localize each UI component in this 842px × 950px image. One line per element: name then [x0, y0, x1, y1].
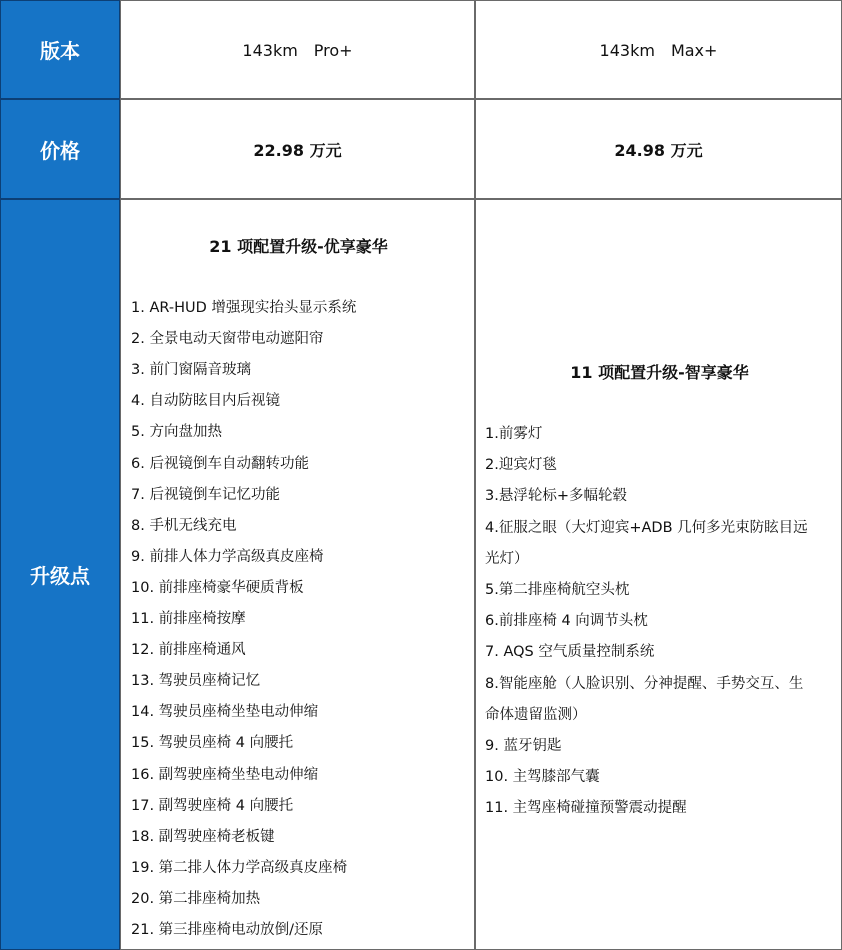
upgrades-header-label: 升级点 — [30, 564, 90, 588]
list-item: 10. 主驾膝部气囊 — [485, 769, 600, 786]
list-item: 9. 蓝牙钥匙 — [485, 738, 562, 754]
list-item: 11. 前排座椅按摩 — [131, 611, 246, 627]
list-item: 15. 驾驶员座椅 4 向腰托 — [131, 735, 294, 752]
list-item: 4. 自动防眩目内后视镜 — [131, 393, 280, 410]
list-item: 2.迎宾灯毯 — [485, 457, 557, 474]
upgrades-pro-cell — [120, 199, 475, 950]
list-item: 5. 方向盘加热 — [131, 424, 222, 441]
list-item: 17. 副驾驶座椅 4 向腰托 — [131, 797, 294, 814]
upgrades-max-title: 11 项配置升级-智享豪华 — [570, 363, 749, 382]
upgrades-max-cell — [475, 199, 842, 950]
list-item: 10. 前排座椅豪华硬质背板 — [131, 579, 304, 596]
list-item: 5.第二排座椅航空头枕 — [485, 582, 630, 598]
list-item: 8.智能座舱（人脸识别、分神提醒、手势交互、生 — [485, 675, 804, 692]
list-item: 8. 手机无线充电 — [131, 517, 237, 534]
list-item: 18. 副驾驶座椅老板键 — [131, 828, 275, 845]
list-item: 21. 第三排座椅电动放倒/还原 — [131, 922, 324, 938]
list-item: 7. 后视镜倒车记忆功能 — [131, 486, 280, 503]
price-header — [0, 99, 120, 199]
list-item: 光灯） — [485, 550, 529, 567]
version-header-label: 版本 — [40, 39, 80, 63]
price-max-cell — [475, 99, 842, 199]
list-item: 3. 前门窗隔音玻璃 — [131, 362, 251, 379]
version-pro-cell — [120, 0, 475, 99]
version-max-text: 143km Max+ — [599, 41, 718, 60]
list-item: 1. AR-HUD 增强现实抬头显示系统 — [131, 300, 357, 316]
upgrades-pro-title: 21 项配置升级-优享豪华 — [209, 237, 388, 256]
upgrades-header — [0, 199, 120, 950]
version-max-cell — [475, 0, 842, 99]
version-pro-text: 143km Pro+ — [242, 41, 353, 60]
list-item: 16. 副驾驶座椅坐垫电动伸缩 — [131, 766, 319, 783]
list-item: 4.征服之眼（大灯迎宾+ADB 几何多光束防眩目远 — [485, 519, 808, 536]
list-item: 3.悬浮轮标+多幅轮毂 — [485, 488, 627, 505]
version-header — [0, 0, 120, 99]
list-item: 6.前排座椅 4 向调节头枕 — [485, 613, 648, 630]
list-item: 命体遗留监测） — [485, 706, 587, 723]
list-item: 1.前雾灯 — [485, 426, 543, 442]
price-max-text: 24.98 万元 — [614, 140, 703, 160]
list-item: 11. 主驾座椅碰撞预警震动提醒 — [485, 800, 687, 817]
price-pro-cell — [120, 99, 475, 199]
list-item: 7. AQS 空气质量控制系统 — [485, 644, 655, 661]
list-item: 19. 第二排人体力学高级真皮座椅 — [131, 859, 348, 876]
list-item: 2. 全景电动天窗带电动遮阳帘 — [131, 331, 324, 348]
list-item: 6. 后视镜倒车自动翻转功能 — [131, 455, 309, 472]
list-item: 12. 前排座椅通风 — [131, 642, 246, 659]
list-item: 20. 第二排座椅加热 — [131, 890, 261, 907]
list-item: 13. 驾驶员座椅记忆 — [131, 673, 261, 690]
price-pro-text: 22.98 万元 — [253, 140, 342, 160]
list-item: 9. 前排人体力学高级真皮座椅 — [131, 548, 324, 565]
price-header-label: 价格 — [40, 138, 80, 163]
list-item: 14. 驾驶员座椅坐垫电动伸缩 — [131, 704, 319, 721]
